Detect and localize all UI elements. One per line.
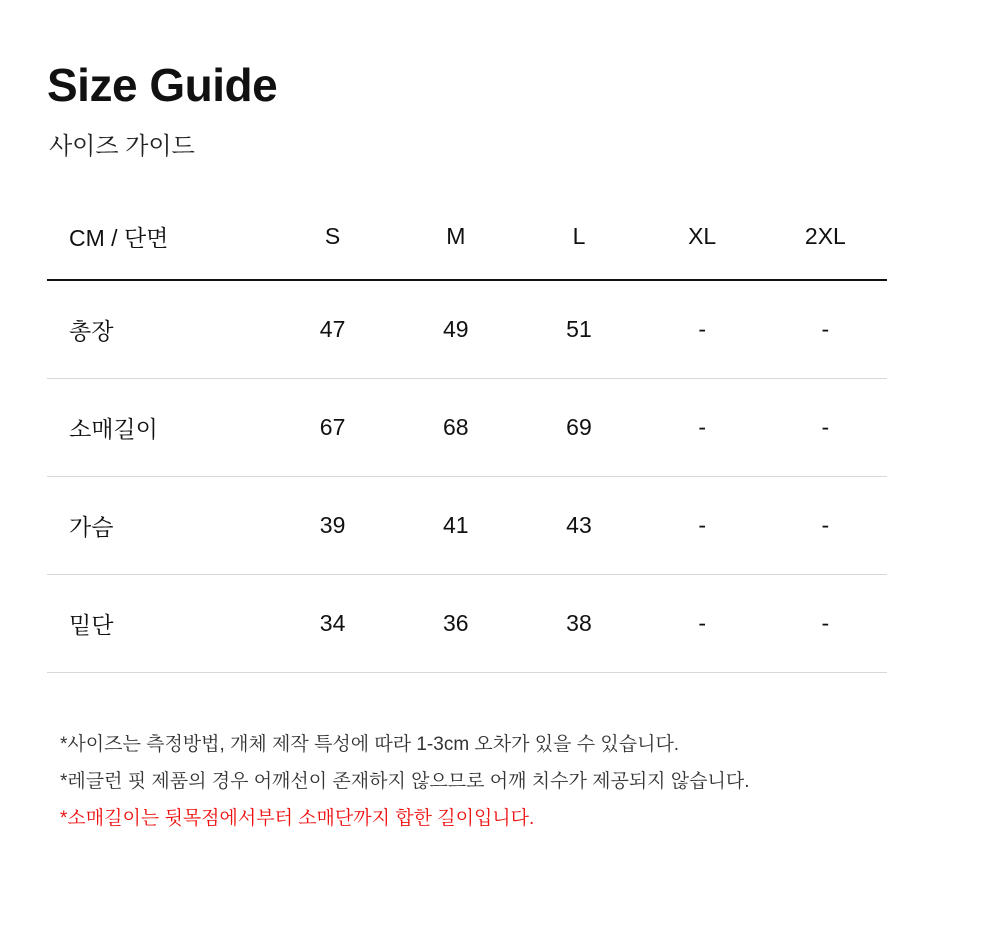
table-body xyxy=(47,280,887,673)
column-header-m: M xyxy=(446,223,466,249)
size-table xyxy=(47,210,887,673)
cell-s: 34 xyxy=(319,610,346,636)
cell-2xl: - xyxy=(821,512,830,538)
column-header-l: L xyxy=(572,223,586,249)
cell-s: 39 xyxy=(319,512,346,538)
table-row xyxy=(47,280,887,379)
cell-l: 69 xyxy=(566,414,592,440)
column-header-measure: CM / 단면 xyxy=(69,225,169,251)
cell-m: 41 xyxy=(442,512,469,538)
cell-s: 67 xyxy=(319,414,346,440)
table-row xyxy=(47,575,887,673)
row-label: 소매길이 xyxy=(69,416,158,442)
cell-xl: - xyxy=(698,316,706,342)
cell-s: 47 xyxy=(319,316,346,342)
note-sleeve-length: *소매길이는 뒷목점에서부터 소매단까지 합한 길이입니다. xyxy=(60,808,535,830)
cell-xl: - xyxy=(698,512,706,538)
table-header-row xyxy=(47,210,887,280)
cell-l: 38 xyxy=(566,610,592,636)
table-row xyxy=(47,379,887,477)
cell-xl: - xyxy=(698,414,706,440)
page-subtitle: 사이즈 가이드 xyxy=(49,133,195,160)
cell-l: 43 xyxy=(566,512,592,538)
cell-m: 36 xyxy=(442,610,469,636)
cell-2xl: - xyxy=(821,414,830,440)
row-label: 총장 xyxy=(69,318,114,344)
row-label: 밑단 xyxy=(69,612,114,638)
column-header-xl: XL xyxy=(688,223,717,249)
row-label: 가슴 xyxy=(69,514,114,540)
page-title: Size Guide xyxy=(47,59,278,111)
notes-section xyxy=(60,726,960,837)
note-measurement-tolerance: *사이즈는 측정방법, 개체 제작 특성에 따라 1-3cm 오차가 있을 수 있습니다. xyxy=(60,734,680,755)
table-row xyxy=(47,477,887,575)
cell-xl: - xyxy=(698,610,706,636)
cell-l: 51 xyxy=(566,316,592,342)
column-header-2xl: 2XL xyxy=(804,223,846,249)
cell-2xl: - xyxy=(821,610,830,636)
column-header-s: S xyxy=(324,223,341,249)
cell-m: 49 xyxy=(442,316,469,342)
note-raglan-shoulder: *레글런 핏 제품의 경우 어깨선이 존재하지 않으므로 어깨 치수가 제공되지 않습니다. xyxy=(60,771,750,793)
cell-2xl: - xyxy=(821,316,830,342)
table-header xyxy=(47,210,887,280)
cell-m: 68 xyxy=(442,414,469,440)
